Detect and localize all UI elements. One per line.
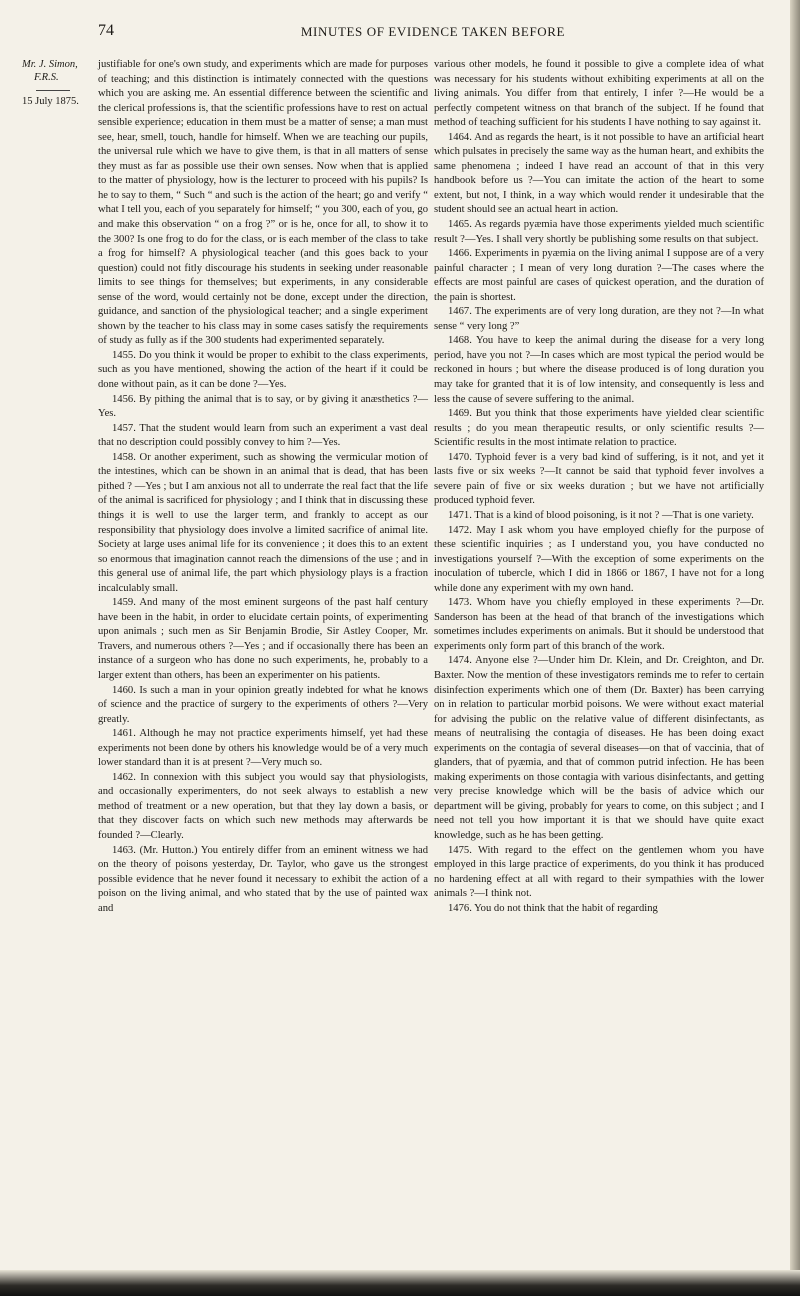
paragraph: 1472. May I ask whom you have employed chiefly for the purpose of these scientific inquiries ; as I understand you, you have conducted no investigations yourself ?—With the exception of some experiments on the inoculation of tubercle, which I did in 1866 or 1867, I have not for a long while done any experiment with my own hand. xyxy=(434,524,764,594)
margin-note xyxy=(22,58,94,108)
witness-name: Mr. J. Simon, xyxy=(22,59,78,70)
paragraph: 1474. Anyone else ?—Under him Dr. Klein, and Dr. Creighton, and Dr. Baxter. Now the mention of these investigators reminds me to refer to certain disinfection experiments which one of them (Dr. Baxter) has been carrying on in relation to particular morbid poisons. We were without exact material for advising the public on the relative value of different disinfectants, as means of neutralising the contagia of diseases. He has been doing exact experiments on the contagia of several diseases—on that of vaccinia, that of glanders, that of pyæmia, and that of common putrid infection. He has been making experiments on those contagia with various disinfectants, and getting very precise knowledge which will be the basis of advice which our department will be giving, probably for years to come, on this subject ; and I need not tell you how important it is that we should have quite exact knowledge, such as he has been getting. xyxy=(434,655,764,841)
page-header xyxy=(98,22,768,44)
paragraph: 1462. In connexion with this subject you would say that physiologists, and occasionally experimenters, do not seek always to establish a new method of treatment or a new operation, but that they lay down a basis, or that they discover facts on which such new methods may afterwards be founded ?—Clearly. xyxy=(98,771,428,841)
hearing-date: 15 July 1875. xyxy=(22,96,79,107)
paragraph: 1458. Or another experiment, such as showing the vermicular motion of the intestines, which can be shown in an animal that is dead, that has been pithed ? —Yes ; but I am anxious not all to underrate the real fact that the life of the animal is sacrificed for physiology ; and I think that in discussing these things it is well to use the larger term, and frankly to accept as our responsibility that physiology does involve a limited sacrifice of animal lite. Society at large uses animal life for its convenience ; it does this to an extent so enormous that imagination cannot reach the dimensions of the use ; and in this general use of animal life, the part which physiology plays is a fraction incalculably small. xyxy=(98,451,428,594)
paragraph: 1464. And as regards the heart, is it not possible to have an artificial heart which pulsates in precisely the same way as the human heart, and exhibits the same phenomena ; indeed I have read an account of that in this very handbook before us ?—You can imitate the action of the heart to some extent, but not, I think, in a way which would render it undesirable that the student should see an actual heart in action. xyxy=(434,131,764,216)
paragraph: 1456. By pithing the animal that is to say, or by giving it anæsthetics ?—Yes. xyxy=(98,393,428,420)
paragraph: 1475. With regard to the effect on the gentlemen whom you have employed in this large practice of experiments, do you think it has produced no hardening effect at all with regard to their sympathies with the lower animals ?—I think not. xyxy=(434,844,764,900)
paragraph: 1476. You do not think that the habit of regarding xyxy=(448,902,658,914)
paragraph: 1459. And many of the most eminent surgeons of the past half century have been in the habit, in order to elucidate certain points, of experimenting upon animals ; such men as Sir Benjamin Brodie, Sir Astley Cooper, Mr. Travers, and numerous others ?—Yes ; and if occasionally there has been an instance of a surgeon who has done no such experiments, he, probably to a larger extent than others, has been an experimenter on his patients. xyxy=(98,597,428,681)
paragraph: 1468. You have to keep the animal during the disease for a very long period, have you not ?—In cases which are most typical the period would be reckoned in hours ; but where the disease produced is of long duration you may take for granted that it is of low intensity, and consequently is less and less the cause of severe suffering to the animal. xyxy=(434,335,764,405)
paragraph: 1470. Typhoid fever is a very bad kind of suffering, is it not, and yet it lasts five or six weeks ?—It cannot be said that typhoid fever involves a severe pain of five or six weeks duration ; but we have not artificially produced typhoid fever. xyxy=(434,451,764,507)
paragraph: 1467. The experiments are of very long duration, are they not ?—In what sense “ very long ?” xyxy=(434,306,764,332)
running-head: MINUTES OF EVIDENCE TAKEN BEFORE xyxy=(300,24,566,39)
paragraph: 1471. That is a kind of blood poisoning, is it not ? —That is one variety. xyxy=(448,509,754,521)
paragraph: 1457. That the student would learn from such an experiment a vast deal that no description could possibly convey to him ?—Yes. xyxy=(98,422,428,449)
paragraph: 1466. Experiments in pyæmia on the living animal I suppose are of a very painful character ; I mean of very long duration ?—The cases where the effects are most painful are cases of quickest operation, and the duration of the pain is shortest. xyxy=(434,248,764,303)
paragraph: 1469. But you think that those experiments have yielded clear scientific results ; do you mean therapeutic results, or only scientific results ?—Scientific results in the most intimate relation to practice. xyxy=(434,408,764,449)
paragraph: 1473. Whom have you chiefly employed in these experiments ?—Dr. Sanderson has been at the head of that branch of the investigations which sometimes includes experiments on animals. But it should be understood that experiments only form part of this branch of the work. xyxy=(434,597,764,652)
paragraph: 1460. Is such a man in your opinion greatly indebted for what he knows of science and the practice of surgery to the experiments of others ?—Very greatly. xyxy=(98,684,428,725)
paragraph: 1455. Do you think it would be proper to exhibit to the class experiments, such as you have mentioned, showing the action of the heart if it could be done without pain, as it can be done ?—Yes. xyxy=(98,349,428,391)
paragraph: 1465. As regards pyæmia have those experiments yielded much scientific result ?—Yes. I shall very shortly be publishing some results on that subject. xyxy=(434,219,764,245)
paragraph: 1463. (Mr. Hutton.) You entirely differ from an eminent witness we had on the theory of poisons yesterday, Dr. Taylor, who gave us the strongest possible evidence that he never found it necessary to exhibit the action of a poison on the living animal, and who stated that by the use of painted wax and xyxy=(98,844,428,914)
paragraph: various other models, he found it possible to give a complete idea of what was necessary for his students without exhibiting experiments at all on the living animals. You differ from that entirely, I infer ?—He would be a perfectly competent witness on that branch of the subject. If he found that method of teaching sufficient for his students I have nothing to say against it. xyxy=(434,59,764,129)
paragraph: justifiable for one's own study, and experiments which are made for purposes of teaching; and this distinction is intimately connected with the questions which you are asking me. An essential difference between the scientific and the clerical professions is, that the scientific professions have to rest on actual sensible experience; education in them must be a matter of sense; a man must see, hear, smell, touch, handle for himself. When we are teaching our pupils, the universal rule which we have to give them, is that in all matters of sense they must as far as possible use their own senses. Now when that is applied to the matter of physiology, how is the lecturer to proceed with his pupils? Is he to say to them, “ Such “ and such is the action of the heart; go and verify “ what I tell you, each of you separately for himself; “ you 300, each of you, go and make this observation “ on a frog ?” or is he, once for all, to show it to the 300? Is one frog to do for the class, or is each member of the class to take a frog for himself? A physiological teacher (and this goes back to your question) could not fitly discourage his students in seeking under reasonable limits to see things for themselves; but experiments, in any considerable sense of the word, would certainly not be done, except under the direction, guidance, and sanction of the physiological teacher; and a single experiment shown by the teacher to his class may in some cases satisfy the requirements of study as fully as if the 300 students had experimented separately. xyxy=(98,59,428,347)
left-column xyxy=(98,58,428,916)
paragraph: 1461. Although he may not practice experiments himself, yet had these experiments not been done by others his knowledge would be of a very much lower standard than it is at present ?—Very much so. xyxy=(98,728,428,769)
witness-qualifications: F.R.S. xyxy=(34,72,59,83)
page-number: 74 xyxy=(98,22,114,39)
page-edge-shadow xyxy=(790,0,800,1296)
margin-divider xyxy=(36,90,70,91)
scan-bottom-edge xyxy=(0,1270,800,1296)
right-column xyxy=(434,58,764,916)
